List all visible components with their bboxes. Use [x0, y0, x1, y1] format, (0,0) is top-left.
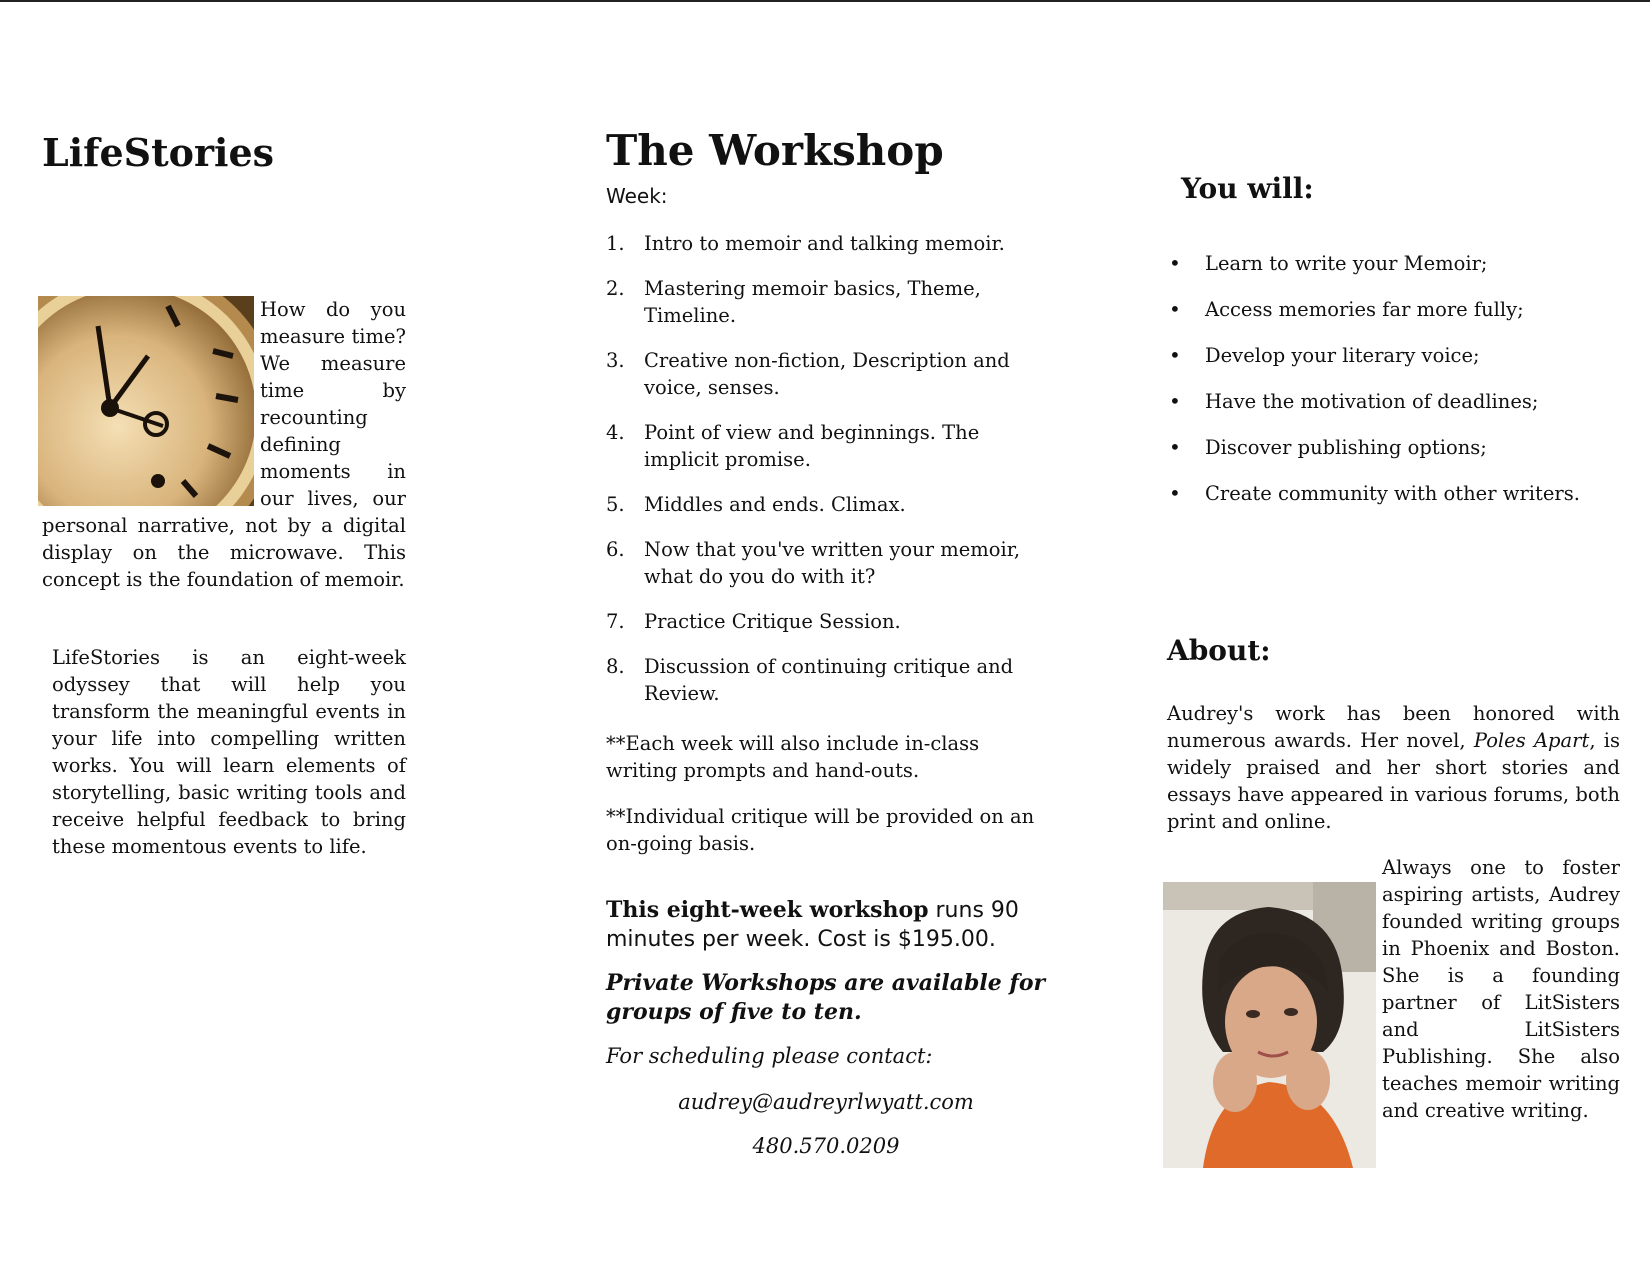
benefit-item [1165, 480, 1620, 507]
week-text: Now that you've written your memoir, what do you do with it? [644, 538, 1021, 588]
weekly-prompts-note: **Each week will also include in-class writing prompts and hand-outs. [606, 732, 980, 782]
bullet-icon: • [1169, 389, 1181, 413]
benefit-text: Have the motivation of deadlines; [1205, 390, 1539, 413]
bullet-icon: • [1169, 343, 1181, 367]
week-item [606, 347, 1046, 401]
week-text: Discussion of continuing critique and Review. [644, 655, 1014, 705]
week-number: 5. [606, 493, 625, 516]
benefit-item [1165, 388, 1620, 415]
intro-paragraph [42, 296, 406, 593]
runs-rest: runs 90 minutes per week. Cost is $195.00. [606, 898, 1019, 952]
week-number: 2. [606, 277, 625, 300]
private-workshops: Private Workshops are available for groups of five to ten. [606, 970, 1046, 1025]
top-rule [0, 0, 1650, 2]
week-text: Practice Critique Session. [644, 610, 901, 633]
benefits-list [1165, 250, 1620, 526]
week-text: Point of view and beginnings. The implicit promise. [644, 421, 980, 471]
about-text-start: Audrey's work has been honored with numerous awards. Her novel, [1167, 702, 1620, 752]
week-item [606, 608, 1046, 635]
week-list [606, 230, 1046, 725]
benefit-item [1165, 434, 1620, 461]
novel-title: Poles Apart [1473, 729, 1590, 752]
bullet-icon: • [1169, 297, 1181, 321]
contact-email[interactable]: audrey@audreyrlwyatt.com [678, 1090, 974, 1114]
about-founding-paragraph: Always one to foster aspiring artists, Audrey founded writing groups in Phoenix and Boston. She is a founding partner of LitSisters and LitSisters Publishing. She also teaches memoir writing and creative writing. [1382, 856, 1620, 1122]
bullet-icon: • [1169, 481, 1181, 505]
clock-illustration [38, 296, 254, 506]
week-number: 7. [606, 610, 625, 633]
runs-bold: This eight-week workshop [606, 897, 929, 923]
week-number: 3. [606, 349, 625, 372]
benefit-text: Discover publishing options; [1205, 436, 1487, 459]
critique-note: **Individual critique will be provided on an on-going basis. [606, 805, 1035, 855]
week-item [606, 275, 1046, 329]
week-text: Mastering memoir basics, Theme, Timeline. [644, 277, 981, 327]
about-text-end: , is widely praised and her short stories and essays have appeared in various forums, both print and online. [1167, 729, 1620, 833]
benefit-item [1165, 250, 1620, 277]
workshop-title: The Workshop [606, 126, 944, 175]
benefit-item [1165, 342, 1620, 369]
clock-image [38, 296, 254, 506]
intro-text: How do you measure time? We measure time by recounting defining moments in our lives, our personal narrative, not by a digital display on the microwave. This concept is the foundation of memoir. [42, 298, 406, 591]
week-number: 8. [606, 655, 625, 678]
week-text: Intro to memoir and talking memoir. [644, 232, 1005, 255]
about-paragraph [1167, 700, 1620, 835]
week-number: 4. [606, 421, 625, 444]
week-label: Week: [606, 184, 668, 208]
week-item [606, 230, 1046, 257]
benefit-text: Access memories far more fully; [1205, 298, 1524, 321]
scheduling-label: For scheduling please contact: [606, 1044, 933, 1068]
week-number: 6. [606, 538, 625, 561]
week-item [606, 419, 1046, 473]
contact-phone[interactable]: 480.570.0209 [752, 1134, 900, 1158]
benefit-text: Create community with other writers. [1205, 482, 1580, 505]
portrait-illustration [1163, 882, 1376, 1168]
week-text: Middles and ends. Climax. [644, 493, 906, 516]
week-number: 1. [606, 232, 625, 255]
bullet-icon: • [1169, 251, 1181, 275]
author-portrait [1163, 882, 1376, 1168]
week-item [606, 491, 1046, 518]
benefit-text: Develop your literary voice; [1205, 344, 1480, 367]
about-title: About: [1167, 634, 1271, 667]
week-text: Creative non-fiction, Description and voice, senses. [644, 349, 1010, 399]
workshop-duration-cost [606, 896, 1046, 954]
lifestories-title: LifeStories [42, 130, 275, 175]
bullet-icon: • [1169, 435, 1181, 459]
benefit-text: Learn to write your Memoir; [1205, 252, 1488, 275]
week-item [606, 536, 1046, 590]
benefit-item [1165, 296, 1620, 323]
odyssey-paragraph: LifeStories is an eight-week odyssey that will help you transform the meaningful events in your life into compelling written works. You will learn elements of storytelling, basic writing tools and receive helpful feedback to bring these momentous events to life. [52, 646, 406, 858]
you-will-title: You will: [1181, 172, 1314, 205]
week-item [606, 653, 1046, 707]
